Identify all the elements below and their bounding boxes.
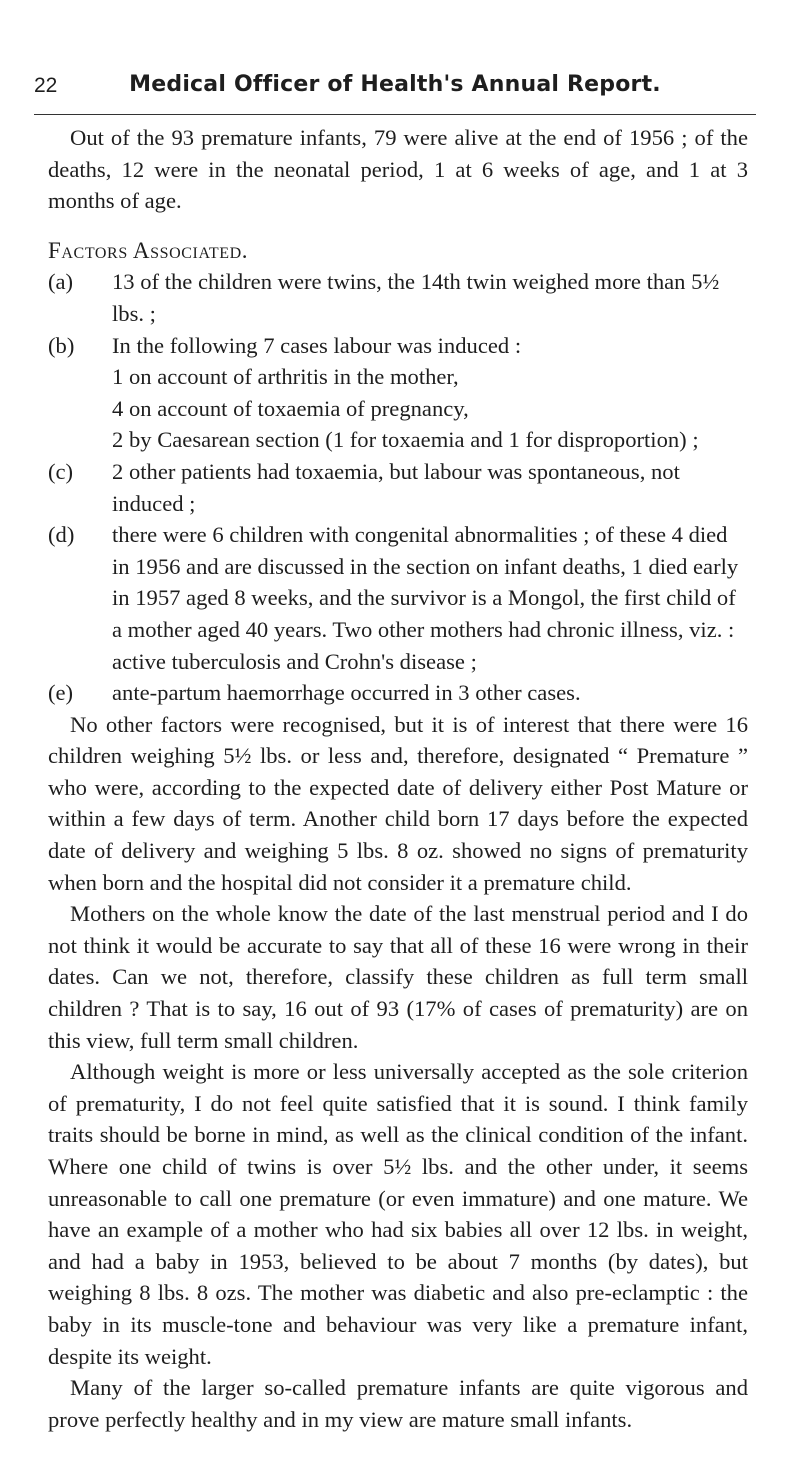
item-text: 13 of the children were twins, the 14th twin weighed more than 5½ lbs. ; bbox=[112, 269, 720, 326]
page-number: 22 bbox=[34, 74, 58, 97]
sub-item: 2 by Caesarean section (1 for toxaemia and 1 for disproportion) ; bbox=[112, 427, 699, 453]
body-paragraph: Many of the larger so-called premature infants are quite vigorous and prove perfectly healthy and in my view are mature small infants. bbox=[48, 1375, 748, 1432]
section-heading: Factors Associated. bbox=[48, 237, 249, 263]
running-title: Medical Officer of Health's Annual Report. bbox=[129, 72, 661, 97]
item-text: In the following 7 cases labour was induced : bbox=[112, 332, 522, 358]
sub-item: 4 on account of toxaemia of pregnancy, bbox=[112, 395, 469, 421]
list-item-b bbox=[48, 330, 748, 456]
list-item-c bbox=[48, 456, 748, 519]
report-body bbox=[48, 122, 748, 1435]
list-item-a bbox=[48, 266, 748, 329]
item-marker: (e) bbox=[48, 680, 74, 706]
body-paragraph: No other factors were recognised, but it is of interest that there were 16 children weighing 5½ lbs. or less and, therefore, designated “ Premature ” who were, according to the expected date of delivery either Post Mature or within a few days of term. Another child born 17 days before the expected date of delivery and weighing 5 lbs. 8 oz. showed no signs of prematurity when born and the hospital did not consider it a premature child. bbox=[48, 711, 748, 895]
list-item-d bbox=[48, 519, 748, 677]
item-text: 2 other patients had toxaemia, but labour was spontaneous, not induced ; bbox=[112, 458, 680, 516]
item-text: there were 6 children with congenital abnormalities ; of these 4 died in 1956 and are discussed in the section on infant deaths, 1 died early in 1957 aged 8 weeks, and the survivor is a Mongol, the first child of a mother aged 40 years. Two other mothers had chronic illness, viz. : active tuberculosis and Crohn's disease ; bbox=[112, 522, 739, 674]
list-item-e bbox=[48, 677, 748, 709]
item-marker: (c) bbox=[48, 458, 74, 484]
item-marker: (d) bbox=[48, 522, 75, 548]
body-paragraph: Although weight is more or less universally accepted as the sole criterion of prematurity, I do not feel quite satisfied that it is sound. I think family traits should be borne in mind, as well as the clinical condition of the infant. Where one child of twins is over 5½ lbs. and the other under, it seems unreasonable to call one premature (or even immature) and one mature. We have an example of a mother who had six babies all over 12 lbs. in weight, and had a baby in 1953, believed to be about 7 months (by dates), but weighing 8 lbs. 8 ozs. The mother was diabetic and also pre-eclamptic : the baby in its muscle-tone and behaviour was very like a premature infant, despite its weight. bbox=[48, 1059, 748, 1369]
page-header bbox=[34, 74, 756, 115]
item-marker: (b) bbox=[48, 332, 75, 358]
item-text: ante-partum haemorrhage occurred in 3 other cases. bbox=[112, 680, 581, 706]
item-marker: (a) bbox=[48, 269, 74, 295]
intro-paragraph: Out of the 93 premature infants, 79 were alive at the end of 1956 ; of the deaths, 12 were in the neonatal period, 1 at 6 weeks of age, and 1 at 3 months of age. bbox=[48, 125, 748, 214]
sub-item: 1 on account of arthritis in the mother, bbox=[112, 364, 459, 390]
body-paragraph: Mothers on the whole know the date of the last menstrual period and I do not think it would be accurate to say that all of these 16 were wrong in their dates. Can we not, therefore, classify these children as full term small children ? That is to say, 16 out of 93 (17% of cases of prematurity) are on this view, full term small children. bbox=[48, 901, 748, 1053]
